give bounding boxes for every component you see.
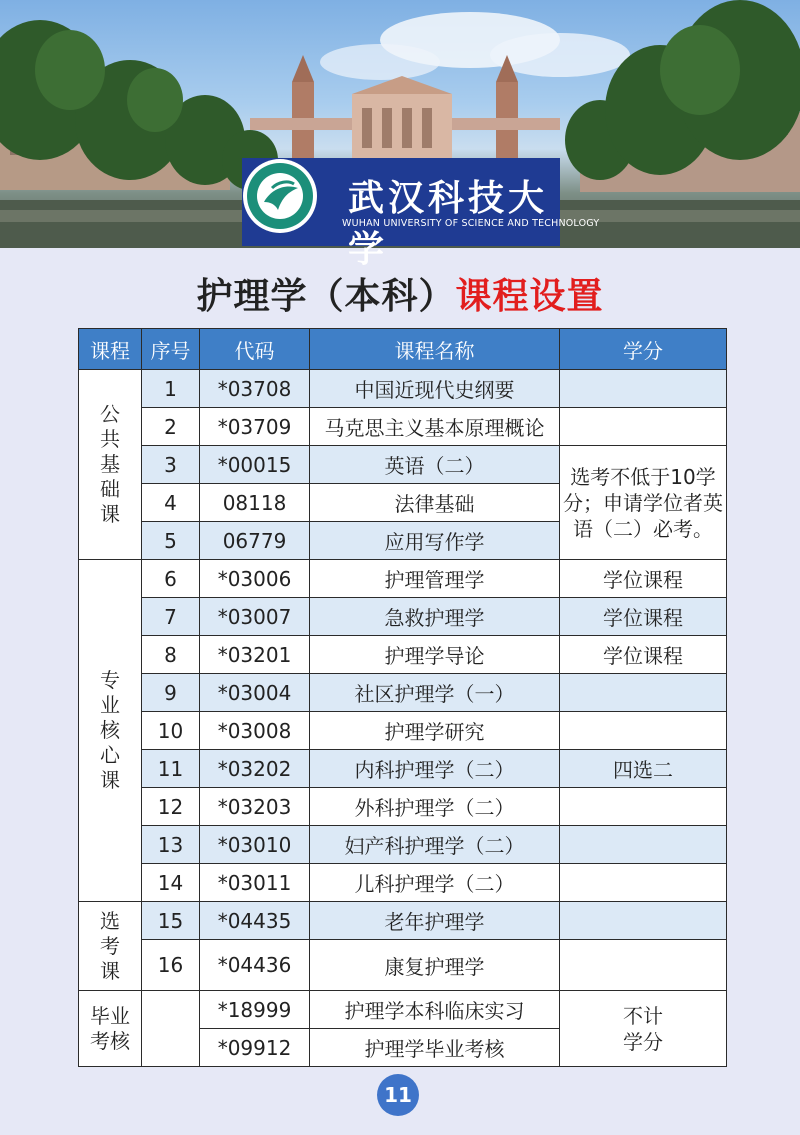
cell-name: 社区护理学（一） bbox=[310, 674, 560, 712]
table-row bbox=[79, 446, 727, 484]
cell-code: *03006 bbox=[200, 560, 310, 598]
cell-name: 内科护理学（二） bbox=[310, 750, 560, 788]
cell-credit-degree: 学位课程 bbox=[560, 598, 727, 636]
cell-seq: 12 bbox=[142, 788, 200, 826]
cell-name: 护理学毕业考核 bbox=[310, 1029, 560, 1067]
cell-code: *03202 bbox=[200, 750, 310, 788]
cell-seq: 7 bbox=[142, 598, 200, 636]
cell-credit-choose: 四选二 bbox=[560, 750, 727, 788]
header-code: 代码 bbox=[200, 329, 310, 370]
cell-name: 儿科护理学（二） bbox=[310, 864, 560, 902]
table-row bbox=[79, 940, 727, 991]
group-core bbox=[79, 560, 142, 902]
table-row bbox=[79, 636, 727, 674]
cell-code: *03011 bbox=[200, 864, 310, 902]
campus-photo bbox=[0, 0, 800, 270]
cell-code: 06779 bbox=[200, 522, 310, 560]
cell-name: 护理学研究 bbox=[310, 712, 560, 750]
cell-code: *04436 bbox=[200, 940, 310, 991]
header-name: 课程名称 bbox=[310, 329, 560, 370]
cell-seq: 4 bbox=[142, 484, 200, 522]
course-table bbox=[78, 328, 727, 1067]
group-grad-label: 毕业考核 bbox=[90, 1003, 130, 1053]
cell-code: *03008 bbox=[200, 712, 310, 750]
cell-code: *18999 bbox=[200, 991, 310, 1029]
cell-seq: 3 bbox=[142, 446, 200, 484]
group-grad bbox=[79, 991, 142, 1067]
cell-credit-no-credit bbox=[560, 991, 727, 1067]
group-elective bbox=[79, 902, 142, 991]
cell-name: 中国近现代史纲要 bbox=[310, 370, 560, 408]
cell-code: 08118 bbox=[200, 484, 310, 522]
cell-name: 护理管理学 bbox=[310, 560, 560, 598]
page-title bbox=[0, 268, 800, 319]
cell-code: *09912 bbox=[200, 1029, 310, 1067]
cell-name: 法律基础 bbox=[310, 484, 560, 522]
cell-code: *04435 bbox=[200, 902, 310, 940]
cell-credit-empty bbox=[560, 864, 727, 902]
cell-seq: 2 bbox=[142, 408, 200, 446]
cell-code: *03010 bbox=[200, 826, 310, 864]
cell-credit-empty bbox=[560, 712, 727, 750]
table-row bbox=[79, 750, 727, 788]
table-row bbox=[79, 598, 727, 636]
cell-name: 康复护理学 bbox=[310, 940, 560, 991]
cell-name: 妇产科护理学（二） bbox=[310, 826, 560, 864]
cell-seq: 15 bbox=[142, 902, 200, 940]
cell-seq: 10 bbox=[142, 712, 200, 750]
cell-seq: 1 bbox=[142, 370, 200, 408]
group-public bbox=[79, 370, 142, 560]
table-row bbox=[79, 864, 727, 902]
header-seq: 序号 bbox=[142, 329, 200, 370]
cell-seq: 11 bbox=[142, 750, 200, 788]
header-credit: 学分 bbox=[560, 329, 727, 370]
cell-seq: 6 bbox=[142, 560, 200, 598]
cell-credit-degree: 学位课程 bbox=[560, 560, 727, 598]
table-row bbox=[79, 991, 727, 1029]
table-header-row bbox=[79, 329, 727, 370]
cell-seq: 16 bbox=[142, 940, 200, 991]
university-name-en: WUHAN UNIVERSITY OF SCIENCE AND TECHNOLOGY bbox=[342, 218, 600, 229]
cell-seq: 14 bbox=[142, 864, 200, 902]
page-number-badge: 11 bbox=[377, 1074, 419, 1116]
cell-seq: 8 bbox=[142, 636, 200, 674]
table-row bbox=[79, 408, 727, 446]
cell-seq: 9 bbox=[142, 674, 200, 712]
university-name-cn: 武汉科技大学 bbox=[348, 177, 549, 270]
title-main: 护理学（本科） bbox=[196, 276, 456, 317]
cell-credit-empty bbox=[560, 902, 727, 940]
group-elective-label: 选考课 bbox=[100, 908, 120, 983]
cell-credit-english-note: 选考不低于10学分；申请学位者英语（二）必考。 bbox=[560, 446, 727, 560]
cell-code: *03709 bbox=[200, 408, 310, 446]
cell-credit-empty bbox=[560, 408, 727, 446]
cell-name: 马克思主义基本原理概论 bbox=[310, 408, 560, 446]
cell-seq: 13 bbox=[142, 826, 200, 864]
cell-name: 应用写作学 bbox=[310, 522, 560, 560]
cell-code: *03708 bbox=[200, 370, 310, 408]
cell-credit-empty bbox=[560, 788, 727, 826]
table-row bbox=[79, 674, 727, 712]
title-highlight: 课程设置 bbox=[455, 276, 604, 317]
group-public-label: 公共基础课 bbox=[100, 402, 120, 526]
cell-name: 老年护理学 bbox=[310, 902, 560, 940]
university-logo bbox=[242, 158, 600, 270]
cell-name: 护理学导论 bbox=[310, 636, 560, 674]
cell-credit-empty bbox=[560, 674, 727, 712]
table-row bbox=[79, 370, 727, 408]
cell-code: *00015 bbox=[200, 446, 310, 484]
cell-name: 外科护理学（二） bbox=[310, 788, 560, 826]
cell-code: *03203 bbox=[200, 788, 310, 826]
table-row bbox=[79, 712, 727, 750]
cell-credit-empty bbox=[560, 370, 727, 408]
no-credit-label: 不计学分 bbox=[623, 1003, 663, 1054]
cell-name: 护理学本科临床实习 bbox=[310, 991, 560, 1029]
cell-code: *03007 bbox=[200, 598, 310, 636]
university-emblem-icon bbox=[242, 158, 318, 234]
table-row bbox=[79, 902, 727, 940]
cell-name: 急救护理学 bbox=[310, 598, 560, 636]
table-row bbox=[79, 560, 727, 598]
cell-seq bbox=[142, 991, 200, 1067]
group-core-label: 专业核心课 bbox=[100, 668, 120, 792]
table-row bbox=[79, 788, 727, 826]
cell-name: 英语（二） bbox=[310, 446, 560, 484]
cell-credit-degree: 学位课程 bbox=[560, 636, 727, 674]
cell-credit-empty bbox=[560, 940, 727, 991]
cell-credit-empty bbox=[560, 826, 727, 864]
cell-seq: 5 bbox=[142, 522, 200, 560]
cell-code: *03004 bbox=[200, 674, 310, 712]
table-row bbox=[79, 826, 727, 864]
header-category: 课程 bbox=[79, 329, 142, 370]
cell-code: *03201 bbox=[200, 636, 310, 674]
